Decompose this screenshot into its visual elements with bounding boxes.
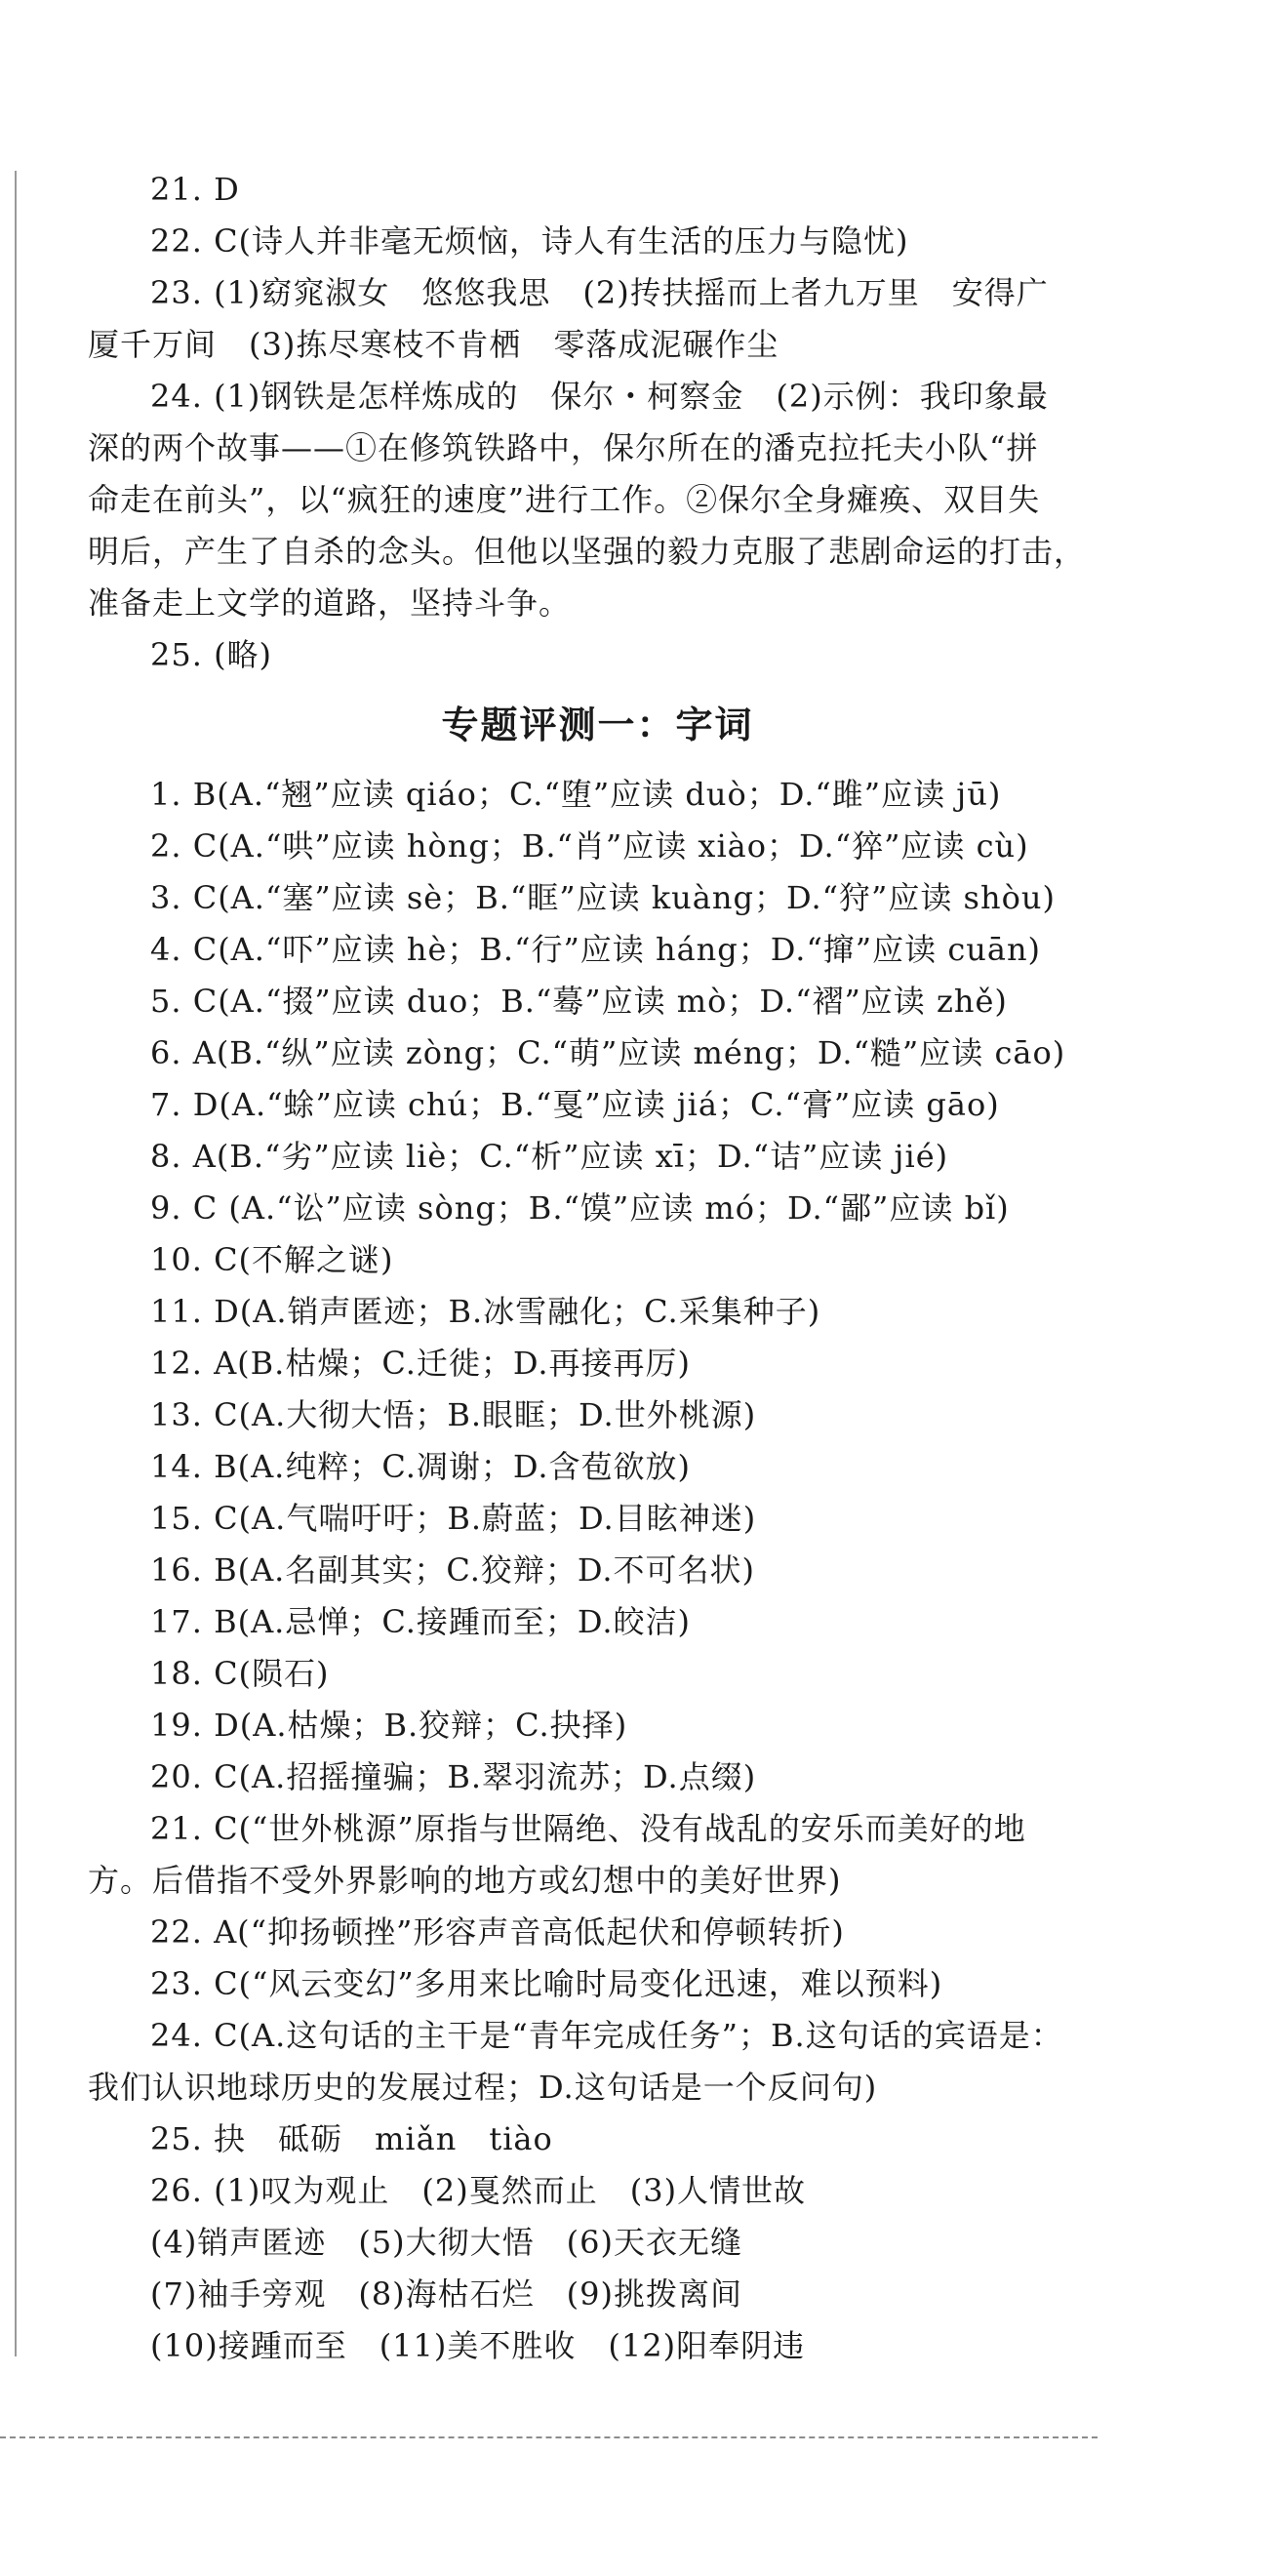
answer-continuation-line: 命走在前头”，以“疯狂的速度”进行工作。②保尔全身瘫痪、双目失 (88, 481, 1041, 518)
answer-item (88, 216, 1107, 267)
answer-item (88, 629, 1107, 681)
answer-line: 23. C(“风云变幻”多用来比喻时局变化迅速，难以预料) (150, 1965, 943, 2002)
answer-line: 1. B(A.“翘”应读 qiáo；C.“堕”应读 duò；D.“雎”应读 jū) (150, 776, 1002, 813)
answer-item (88, 1803, 1107, 1907)
section-title: 专题评测一：字词 (441, 704, 754, 746)
answer-item (88, 1286, 1107, 1338)
answer-line: 16. B(A.名副其实；C.狡辩；D.不可名状) (150, 1551, 756, 1589)
answer-item (88, 821, 1107, 872)
bottom-dashed-divider (0, 2436, 1098, 2438)
answer-item (88, 1493, 1107, 1545)
answer-item (88, 1958, 1107, 2010)
answer-item (88, 976, 1107, 1027)
answer-item (88, 1389, 1107, 1441)
answer-line: 19. D(A.枯燥；B.狡辩；C.抉择) (150, 1707, 628, 1744)
answer-item (88, 267, 1107, 371)
answer-line: 11. D(A.销声匿迹；B.冰雪融化；C.采集种子) (150, 1293, 821, 1330)
answer-item (88, 164, 1107, 216)
answer-line: 14. B(A.纯粹；C.凋谢；D.含苞欲放) (150, 1448, 692, 1485)
answer-line: 18. C(陨石) (150, 1655, 330, 1692)
answer-continuation-line: 厦千万间 (3)拣尽寒枝不肯栖 零落成泥碾作尘 (88, 326, 779, 363)
answer-line: 17. B(A.忌惮；C.接踵而至；D.皎洁) (150, 1603, 692, 1640)
answer-item (88, 1545, 1107, 1596)
answer-item (88, 1441, 1107, 1493)
answer-item (88, 1907, 1107, 1958)
section-answers-list (88, 769, 1107, 2372)
answer-item (88, 1648, 1107, 1700)
answer-line: 24. (1)钢铁是怎样炼成的 保尔・柯察金 (2)示例：我印象最 (150, 378, 1049, 415)
answer-item (88, 1079, 1107, 1131)
answer-continuation-line: 方。后借指不受外界影响的地方或幻想中的美好世界) (88, 1862, 842, 1899)
previous-section-answers (88, 164, 1107, 681)
answer-line: 20. C(A.招摇撞骗；B.翠羽流苏；D.点缀) (150, 1758, 757, 1795)
answer-line: 3. C(A.“塞”应读 sè；B.“眶”应读 kuàng；D.“狩”应读 shòu) (150, 879, 1056, 916)
answer-continuation-line: 我们认识地球历史的发展过程；D.这句话是一个反问句) (88, 2069, 878, 2106)
answer-line: 8. A(B.“劣”应读 liè；C.“析”应读 xī；D.“诘”应读 jié) (150, 1138, 949, 1175)
answer-item (88, 2165, 1107, 2372)
answer-line: 10. C(不解之谜) (150, 1241, 394, 1278)
answer-line: 25. 抉 砥砺 miǎn tiào (150, 2120, 553, 2157)
answer-item (88, 1596, 1107, 1648)
answer-item (88, 1751, 1107, 1803)
answer-page-content (88, 164, 1107, 2372)
answer-line: 9. C (A.“讼”应读 sòng；B.“馍”应读 mó；D.“鄙”应读 bǐ) (150, 1189, 1010, 1227)
answer-line: 6. A(B.“纵”应读 zòng；C.“萌”应读 méng；D.“糙”应读 cāo) (150, 1034, 1066, 1071)
answer-line: 21. D (150, 171, 240, 208)
answer-line: 13. C(A.大彻大悟；B.眼眶；D.世外桃源) (150, 1396, 757, 1433)
answer-item (88, 371, 1107, 629)
answer-item (88, 2010, 1107, 2113)
answer-item (88, 1131, 1107, 1183)
answer-line: 7. D(A.“蜍”应读 chú；B.“戛”应读 jiá；C.“膏”应读 gāo) (150, 1086, 1000, 1123)
answer-line: 4. C(A.“吓”应读 hè；B.“行”应读 háng；D.“撺”应读 cuān) (150, 931, 1042, 968)
answer-item (88, 2113, 1107, 2165)
answer-continuation-line: 深的两个故事——①在修筑铁路中，保尔所在的潘克拉托夫小队“拼 (88, 429, 1039, 466)
answer-line: 23. (1)窈窕淑女 悠悠我思 (2)抟扶摇而上者九万里 安得广 (150, 274, 1049, 311)
answer-line: 24. C(A.这句话的主干是“青年完成任务”；B.这句话的宾语是： (150, 2017, 1063, 2054)
answer-line: 12. A(B.枯燥；C.迁徙；D.再接再厉) (150, 1345, 692, 1382)
answer-item (88, 872, 1107, 924)
answer-continuation-line: 准备走上文学的道路，坚持斗争。 (88, 584, 572, 622)
answer-item (88, 1234, 1107, 1286)
answer-line: 5. C(A.“掇”应读 duo；B.“蓦”应读 mò；D.“褶”应读 zhě) (150, 983, 1008, 1020)
answer-line: 15. C(A.气喘吁吁；B.蔚蓝；D.目眩神迷) (150, 1500, 757, 1537)
answer-item (88, 1027, 1107, 1079)
answer-line: 22. A(“抑扬顿挫”形容声音高低起伏和停顿转折) (150, 1913, 845, 1951)
answer-continuation-line: (7)袖手旁观 (8)海枯石烂 (9)挑拨离间 (150, 2275, 742, 2313)
answer-line: 22. C(诗人并非毫无烦恼，诗人有生活的压力与隐忧) (150, 222, 909, 260)
answer-item (88, 924, 1107, 976)
answer-line: 26. (1)叹为观止 (2)戛然而止 (3)人情世故 (150, 2172, 807, 2209)
answer-continuation-line: (10)接踵而至 (11)美不胜收 (12)阳奉阴违 (150, 2327, 806, 2364)
answer-item (88, 1183, 1107, 1234)
answer-line: 2. C(A.“哄”应读 hòng；B.“肖”应读 xiào；D.“猝”应读 cù) (150, 827, 1029, 865)
answer-line: 25. (略) (150, 636, 273, 673)
answer-line: 21. C(“世外桃源”原指与世隔绝、没有战乱的安乐而美好的地 (150, 1810, 1026, 1847)
answer-continuation-line: 明后，产生了自杀的念头。但他以坚强的毅力克服了悲剧命运的打击， (88, 533, 1087, 570)
left-margin-line (15, 171, 17, 2356)
answer-item (88, 1338, 1107, 1389)
answer-item (88, 1700, 1107, 1751)
answer-item (88, 769, 1107, 821)
answer-continuation-line: (4)销声匿迹 (5)大彻大悟 (6)天衣无缝 (150, 2224, 742, 2261)
